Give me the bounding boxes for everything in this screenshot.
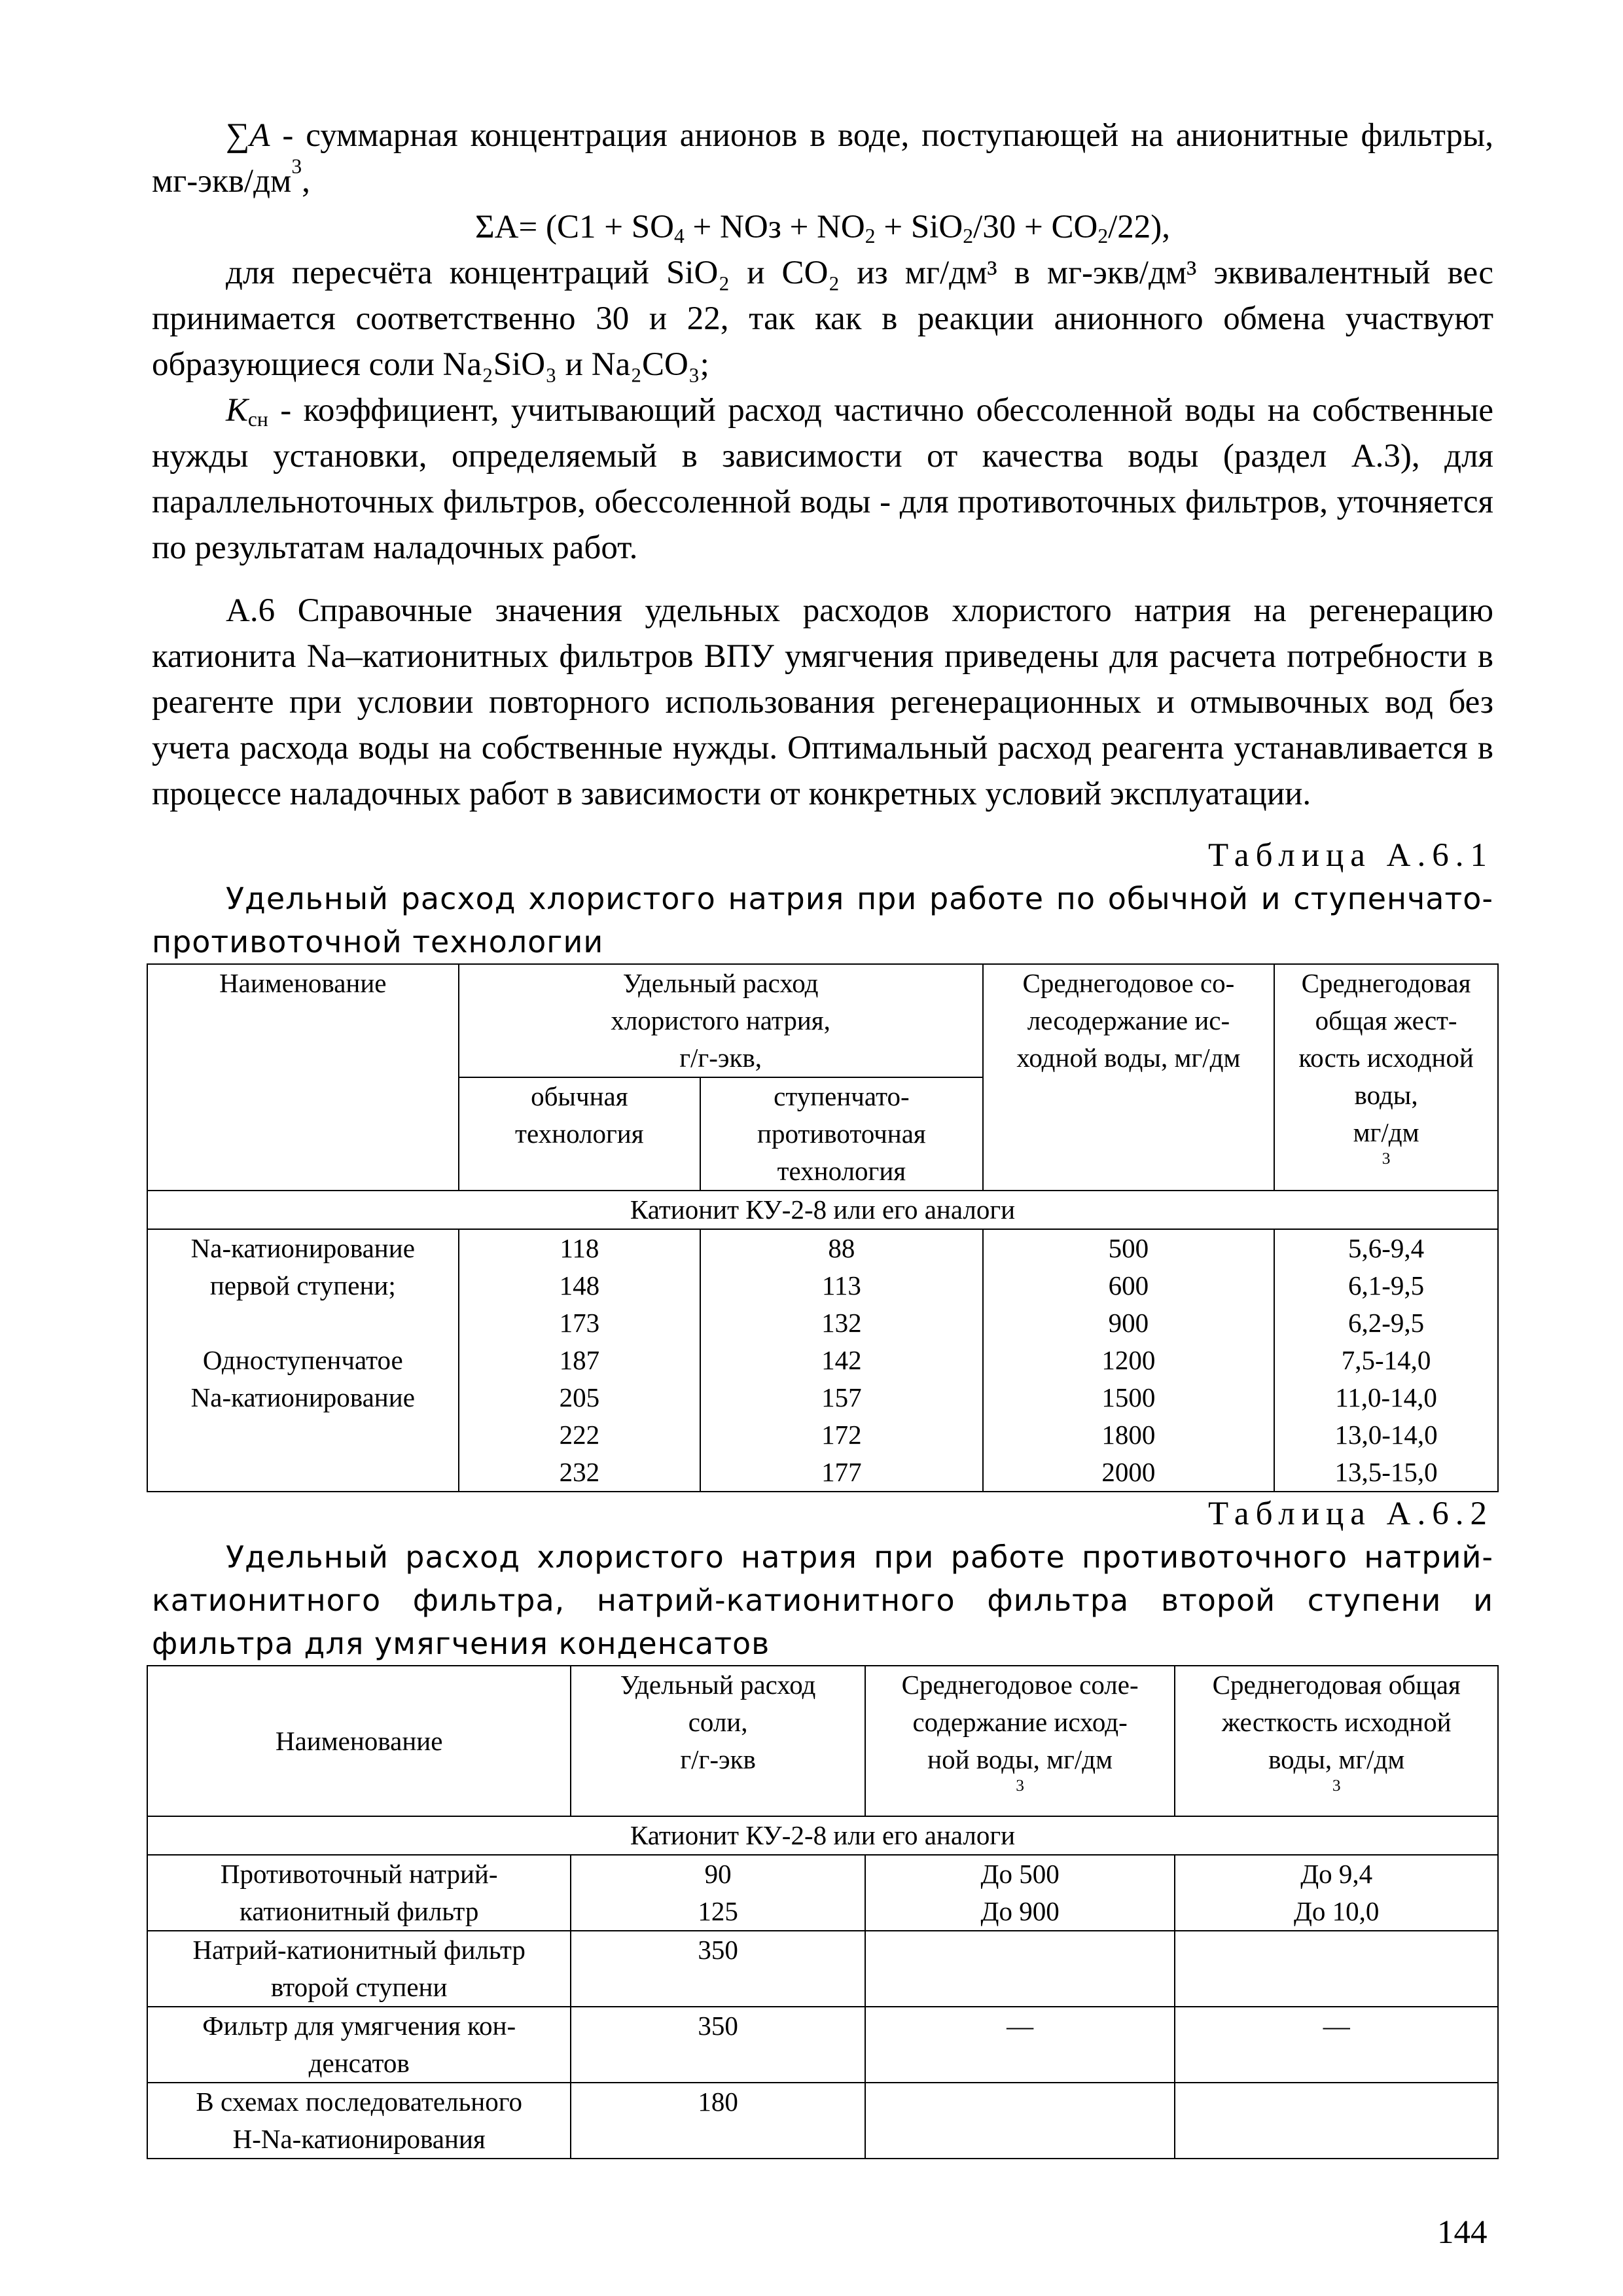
k-sub: сн — [247, 407, 268, 431]
table2-header-salt: Среднегодовое соле- содержание исход- ной воды, мг/дм $^3$ — [865, 1666, 1175, 1816]
sum-definition: ∑A - суммарная концентрация анионов в воде, поступающей на анионитные фильтры, $мг-экв/дм^3$, — [152, 117, 1493, 200]
page-number: 144 — [1437, 2214, 1488, 2251]
table1-row-name: первой ступени; — [147, 1267, 459, 1304]
table2-label: Таблица А.6.2 — [1208, 1496, 1493, 1532]
table1-row-name: Na-катионирование — [147, 1229, 459, 1267]
sum-formula: $\Sigma A= (C1 + SO_4$ + NOз + $NO_2 + SiO_2/30 + CO_2/22$), — [474, 209, 1171, 247]
table1-header-salt: Среднегодовое со- лесодержание ис- ходной воды, мг/дм — [983, 964, 1275, 1191]
table-row: Фильтр для умягчения кон- денсатов 350 — — — [147, 2007, 1498, 2083]
table1-row-name — [147, 1454, 459, 1492]
table-row: Одноступенчатое 187 142 1200 7,5-14,0 — [147, 1342, 1498, 1379]
document-page — [152, 113, 1493, 2159]
k-text: - коэффициент, учитывающий расход частично обессоленной воды на собственные нужды установки, определяемый в зависимости от качества воды (раздел А.3), для параллельноточных фильтров, обессоленной воды - для противоточных фильтров, уточняется по результатам наладочных работ. — [152, 392, 1493, 566]
table1-header-stepped: ступенчато- противоточная технология — [700, 1077, 983, 1191]
table2-title: Удельный расход хлористого натрия при работе противоточного натрий-катионитного фильтра, натрий-катионитного фильтра второй ступени и фильтра для умягчения конденсатов — [152, 1539, 1493, 1661]
table-row: 173 132 900 6,2-9,5 — [147, 1304, 1498, 1342]
table1 — [147, 963, 1499, 1492]
sum-definition-text: - суммарная концентрация анионов в воде, поступающей на анионитные фильтры, мг-экв/дм — [152, 117, 1493, 200]
table-row: первой ступени; 148 113 600 6,1-9,5 — [147, 1267, 1498, 1304]
table-row: 222 172 1800 13,0-14,0 — [147, 1416, 1498, 1454]
table-row: В схемах последовательного H-Na-катионирования 180 — [147, 2083, 1498, 2159]
table-row: Противоточный натрий- катионитный фильтр 90 125 До 500 До 900 До 9,4 До 10,0 — [147, 1855, 1498, 1931]
table1-title: Удельный расход хлористого натрия при работе по обычной и ступенчато-противоточной технологии — [152, 881, 1493, 960]
table2-header-hardness: Среднегодовая общая жесткость исходной воды, мг/дм $^3$ — [1175, 1666, 1498, 1816]
table-row: Na-катионирование 205 157 1500 11,0-14,0 — [147, 1379, 1498, 1416]
conversion-paragraph: для пересчёта концентраций SiO₂ и CO₂ из мг/дм³ в мг-экв/дм³ эквивалентный вес принимается соответственно 30 и 22, так как в реакции анионного обмена участвуют образующиеся соли Na₂SiO₃ и Na₂CO₃; — [152, 255, 1493, 383]
table2 — [147, 1665, 1499, 2159]
section-a6-paragraph: А.6 Справочные значения удельных расходов хлористого натрия на регенерацию катионита Na–катионитных фильтров ВПУ умягчения приведены для расчета потребности в реагенте при условии повторного использования регенерационных и отмывочных вод без учета расхода воды на собственные нужды. Оптимальный расход реагента устанавливается в процессе наладочных работ в зависимости от конкретных условий эксплуатации. — [152, 592, 1493, 812]
table1-label: Таблица А.6.1 — [1208, 837, 1493, 874]
table-row: Na-катионирование 118 88 500 5,6-9,4 — [147, 1229, 1498, 1267]
table2-section-row: Катионит КУ-2-8 или его аналоги — [147, 1816, 1498, 1855]
table1-row-name — [147, 1304, 459, 1342]
table1-section-row: Катионит КУ-2-8 или его аналоги — [147, 1191, 1498, 1229]
sum-symbol: ∑A — [226, 117, 270, 154]
table1-header-hardness: Среднегодовая общая жест- кость исходной воды, мг/дм $^3$ — [1274, 964, 1498, 1191]
table-row: 232 177 2000 13,5-15,0 — [147, 1454, 1498, 1492]
table1-header-name: Наименование — [147, 964, 459, 1191]
table1-row-name: Одноступенчатое — [147, 1342, 459, 1379]
table-row: Натрий-катионитный фильтр второй ступени 350 — [147, 1931, 1498, 2007]
table1-row-name: Na-катионирование — [147, 1379, 459, 1416]
table1-header-normal: обычная технология — [459, 1077, 701, 1191]
sum-unit-sup: 3 — [291, 154, 302, 178]
table1-header-consumption: Удельный расход хлористого натрия, г/г-экв, — [459, 964, 983, 1077]
k-symbol: К — [226, 392, 248, 429]
k-coefficient-paragraph — [152, 387, 1493, 571]
table2-header-consumption: Удельный расход соли, г/г-экв — [571, 1666, 865, 1816]
table1-row-name — [147, 1416, 459, 1454]
table2-header-name: Наименование — [147, 1666, 571, 1816]
